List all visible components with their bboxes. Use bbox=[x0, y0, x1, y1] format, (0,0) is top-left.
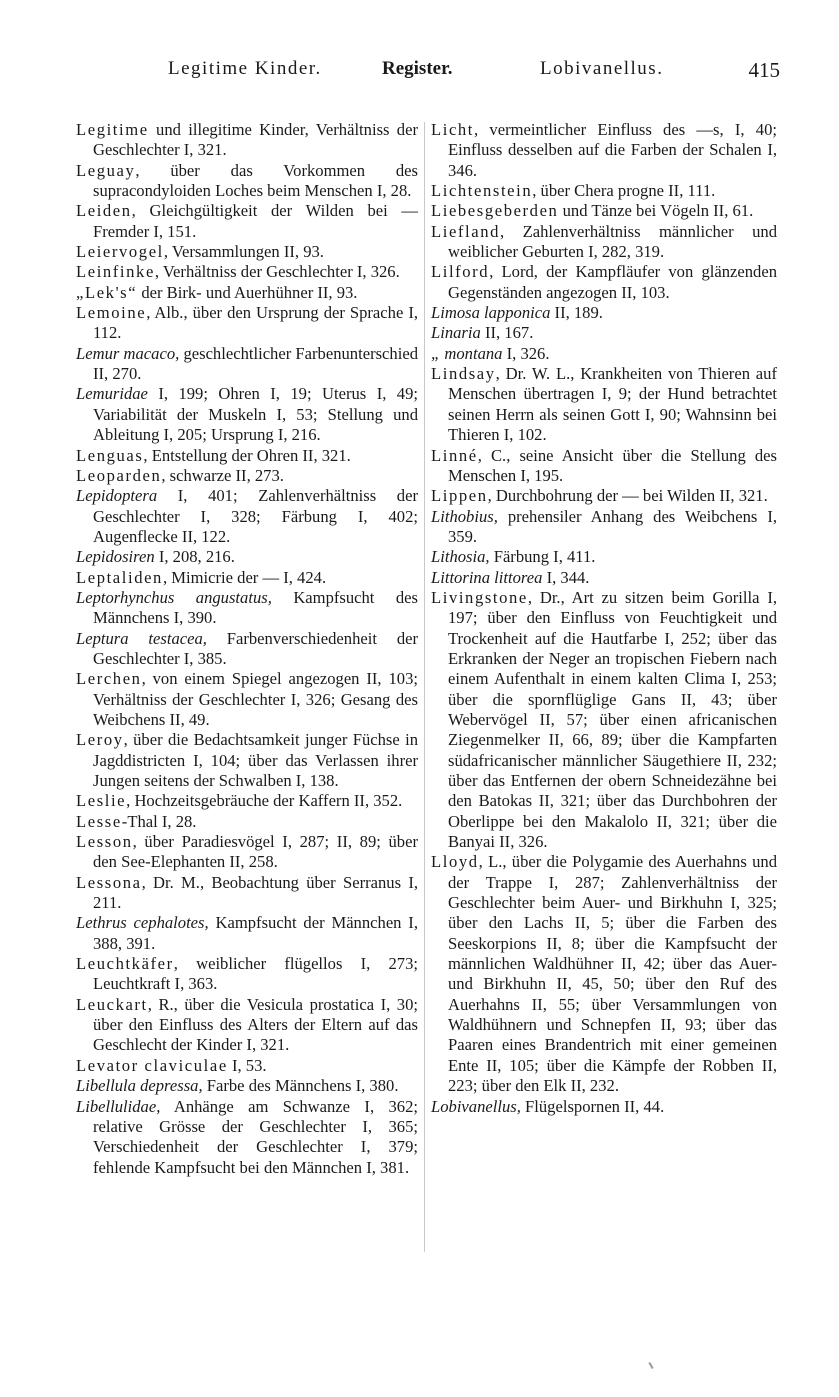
index-entry bbox=[431, 568, 777, 588]
entry-text: , über das Vorkommen des supracondyloiden Loches beim Menschen I, 28. bbox=[93, 160, 418, 201]
entry-text: II, 167. bbox=[480, 323, 534, 343]
entry-headword: Leuckart bbox=[76, 994, 148, 1014]
entry-headword-italic: Lethrus cephalotes, bbox=[76, 913, 209, 933]
index-entry bbox=[76, 832, 418, 873]
entry-headword-italic: Leptorhynchus angustatus, bbox=[76, 587, 272, 607]
entry-text: , Alb., über den Ursprung der Sprache I, 112. bbox=[93, 303, 418, 343]
right-column bbox=[431, 120, 777, 1117]
entry-text: , über die Bedachtsamkeit junger Füchse in Jagddistricten I, 104; über das Verlassen ihrer Jungen seitens der Schwalben I, 138. bbox=[93, 730, 418, 790]
index-entry bbox=[431, 547, 777, 567]
index-entry bbox=[76, 1076, 418, 1096]
index-entry bbox=[431, 262, 777, 303]
entry-text: geschlechtlicher Farbenunterschied II, 270. bbox=[93, 343, 418, 384]
index-entry bbox=[76, 466, 418, 486]
entry-text: , schwarze II, 273. bbox=[161, 465, 284, 485]
index-entry bbox=[76, 995, 418, 1056]
entry-headword: Liefland bbox=[431, 221, 501, 241]
entry-headword: Livingstone bbox=[431, 587, 528, 607]
index-entry bbox=[431, 120, 777, 181]
entry-text: , Mimicrie der — I, 424. bbox=[162, 567, 327, 587]
entry-headword: Leoparden bbox=[76, 465, 162, 485]
index-entry bbox=[431, 181, 777, 201]
index-entry bbox=[76, 486, 418, 547]
index-entry bbox=[76, 791, 418, 811]
index-entry bbox=[76, 242, 418, 262]
index-entry bbox=[76, 262, 418, 282]
index-entry bbox=[76, 1097, 418, 1178]
index-entry bbox=[431, 507, 777, 548]
index-entry bbox=[76, 303, 418, 344]
entry-text: , vermeintlicher Einfluss des —s, I, 40; Einfluss desselben auf die Farben der Schalen I, 346. bbox=[448, 120, 777, 180]
entry-text: , Dr. W. L., Krankheiten von Thieren auf Menschen übertragen I, 9; der Hund betrachtet seinen Herrn als seinen Gott I, 90; Wahnsinn bei Thieren I, 102. bbox=[448, 364, 777, 445]
index-entry bbox=[431, 303, 777, 323]
entry-text: I, 53. bbox=[227, 1055, 267, 1075]
index-entry bbox=[431, 344, 777, 364]
entry-text: , R., über die Vesicula prostatica I, 30; über den Einfluss des Alters der Eltern auf das Geschlecht der Kinder I, 321. bbox=[93, 994, 418, 1055]
entry-headword-italic: Leptura testacea, bbox=[76, 628, 207, 648]
index-entry bbox=[431, 852, 777, 1096]
index-entry bbox=[431, 222, 777, 263]
entry-text: prehensiler Anhang des Weibchens I, 359. bbox=[448, 506, 777, 546]
column-divider bbox=[424, 122, 425, 1252]
index-entry bbox=[431, 323, 777, 343]
index-entry bbox=[431, 588, 777, 852]
entry-headword-italic: Lithobius, bbox=[431, 506, 498, 526]
entry-headword-italic: Lemuridae bbox=[76, 384, 148, 404]
index-entry bbox=[76, 913, 418, 954]
entry-text: , über Paradiesvögel I, 287; II, 89; über den See-Elephanten II, 258. bbox=[93, 832, 418, 872]
entry-headword: Levator claviculae bbox=[76, 1055, 228, 1075]
index-entry bbox=[76, 547, 418, 567]
entry-text: Färbung I, 411. bbox=[489, 547, 596, 567]
index-entry bbox=[76, 568, 418, 588]
entry-headword-italic: Lepidoptera bbox=[76, 486, 158, 506]
entry-text: -Thal I, 28. bbox=[121, 811, 197, 831]
index-entry bbox=[76, 384, 418, 445]
entry-text: , Durchbohrung der — bei Wilden II, 321. bbox=[487, 486, 768, 506]
entry-text: I, 401; Zahlenverhältniss der Geschlechter I, 328; Färbung I, 402; Augenflecke II, 122. bbox=[93, 486, 418, 546]
entry-text: I, 326. bbox=[502, 343, 550, 363]
index-entry bbox=[76, 669, 418, 730]
entry-headword: Lilford bbox=[431, 262, 490, 282]
entry-text: Anhänge am Schwanze I, 362; relative Grösse der Geschlechter I, 365; Verschiedenheit der Geschlechter I, 379; fehlende Kampfsucht bei den Männchen I, 381. bbox=[93, 1096, 418, 1177]
entry-headword-italic: Lemur macaco, bbox=[76, 343, 180, 363]
page-number: 415 bbox=[748, 58, 780, 82]
entry-text: Kampfsucht des Männchens I, 390. bbox=[93, 587, 418, 628]
entry-text: I, 344. bbox=[542, 567, 590, 587]
entry-headword: Licht bbox=[431, 120, 475, 139]
index-entry bbox=[76, 588, 418, 629]
entry-text: , Entstellung der Ohren II, 321. bbox=[143, 445, 351, 465]
entry-text: I, 199; Ohren I, 19; Uterus I, 49; Variabilität der Muskeln I, 53; Stellung und Ableitung I, 205; Ursprung I, 216. bbox=[93, 384, 418, 445]
entry-text: und Tänze bei Vögeln II, 61. bbox=[558, 201, 754, 221]
index-entry bbox=[76, 954, 418, 995]
index-entry bbox=[76, 629, 418, 670]
entry-text: I, 208, 216. bbox=[154, 547, 235, 567]
entry-headword: Lerchen bbox=[76, 669, 142, 689]
index-entry bbox=[431, 446, 777, 487]
entry-headword: Lemoine bbox=[76, 303, 147, 323]
entry-text: , C., seine Ansicht über die Stellung des Menschen I, 195. bbox=[448, 445, 777, 485]
index-entry bbox=[431, 486, 777, 506]
entry-text: , L., über die Polygamie des Auerhahns und der Trappe I, 287; Zahlenverhältniss der Geschlechter beim Auer- und Birkhuhn I, 325; über den Lachs II, 5; über die Farben des Seeskorpions II, 8; über die Kampfsucht der männlichen Waldhühner II, 42; über das Auer- und Birkhuhn II, 45, 50; über den Ruf des Auerhahns II, 55; über Versammlungen von Waldhühnern und Schnepfen II, 93; über das Paaren eines Brandentrich mit einer gemeinen Ente II, 105; über die Kämpfe der Robben II, 223; über den Elk II, 232. bbox=[448, 852, 777, 1096]
header-center: Register. bbox=[382, 58, 453, 79]
entry-text: , über Chera progne II, 111. bbox=[532, 181, 716, 201]
entry-text: , Dr., Art zu sitzen beim Gorilla I, 197; über den Einfluss von Feuchtigkeit und Trockenheit auf die Hautfarbe I, 252; über das Erkranken der Neger an tropischen Fiebern nach einem Aufenthalt in einem kalten Clima I, 253; über die spornflüglige Gans II, 43; über Webervögel II, 57; über einen africanischen Ziegenmelker II, 66, 89; über die Kampfarten südafricanischer männlicher Säugethiere II, 232; über das Entfernen der obern Schneidezähne bei den Batokas II, 321; über das Durchbohren der Oberlippe bei den Makalolo II, 321; über die Banyai II, 326. bbox=[448, 587, 777, 852]
index-entry bbox=[76, 344, 418, 385]
entry-text: , Lord, der Kampfläufer von glänzenden Gegenständen angezogen II, 103. bbox=[448, 262, 777, 302]
entry-headword: Liebesgeberden bbox=[431, 201, 559, 221]
left-column bbox=[76, 120, 418, 1178]
index-entry bbox=[76, 201, 418, 242]
entry-text: , Verhältniss der Geschlechter I, 326. bbox=[154, 262, 400, 282]
entry-headword: Lichtenstein bbox=[431, 181, 533, 201]
index-entry bbox=[431, 201, 777, 221]
entry-headword-italic: Littorina littorea bbox=[431, 567, 543, 587]
entry-text: , weiblicher flügellos I, 273; Leuchtkraft I, 363. bbox=[93, 954, 418, 994]
entry-headword: Leuchtkäfer bbox=[76, 954, 174, 974]
entry-text: Farbenverschiedenheit der Geschlechter I, 385. bbox=[93, 628, 419, 668]
index-entry bbox=[76, 1056, 418, 1076]
entry-headword-italic: Libellula depressa, bbox=[76, 1076, 203, 1096]
entry-headword: Leguay bbox=[76, 160, 136, 180]
entry-text: , Zahlenverhältniss männlicher und weiblicher Geburten I, 282, 319. bbox=[448, 221, 777, 262]
entry-text: Farbe des Männchens I, 380. bbox=[202, 1076, 399, 1096]
entry-headword: Leiden bbox=[76, 201, 132, 221]
entry-headword: „Lek's“ bbox=[76, 282, 138, 302]
entry-headword-italic: Limosa lapponica bbox=[431, 303, 551, 323]
entry-headword-italic: „ montana bbox=[431, 343, 503, 363]
entry-headword: Lloyd bbox=[431, 852, 479, 872]
entry-text: , Gleichgültigkeit der Wilden bei — Fremder I, 151. bbox=[93, 201, 418, 241]
index-entry bbox=[76, 161, 418, 202]
header-left: Legitime Kinder. bbox=[168, 58, 322, 79]
entry-headword: Leptaliden bbox=[76, 567, 163, 587]
entry-text: und illegitime Kinder, Verhältniss der Geschlechter I, 321. bbox=[93, 120, 418, 160]
index-entry bbox=[76, 812, 418, 832]
entry-headword: Linné bbox=[431, 445, 478, 465]
entry-headword: Lindsay bbox=[431, 364, 496, 384]
entry-headword: Leiervogel bbox=[76, 242, 164, 262]
entry-text: Kampfsucht der Männchen I, 388, 391. bbox=[93, 913, 418, 953]
entry-headword-italic: Lobivanellus, bbox=[431, 1096, 521, 1116]
entry-text: II, 189. bbox=[550, 303, 603, 323]
entry-headword: Lesson bbox=[76, 832, 133, 852]
index-entry bbox=[76, 873, 418, 914]
entry-headword-italic: Lepidosiren bbox=[76, 547, 155, 567]
entry-headword-italic: Linaria bbox=[431, 323, 481, 343]
entry-headword: Legitime bbox=[76, 120, 149, 139]
entry-headword-italic: Lithosia, bbox=[431, 547, 490, 567]
index-entry bbox=[76, 446, 418, 466]
entry-text: Flügelspornen II, 44. bbox=[520, 1096, 665, 1116]
entry-text: , von einem Spiegel angezogen II, 103; Verhältniss der Geschlechter I, 326; Gesang des Weibchens II, 49. bbox=[93, 669, 418, 729]
entry-headword: Leslie bbox=[76, 791, 127, 811]
entry-headword: Lessona bbox=[76, 872, 142, 892]
index-entry bbox=[431, 1097, 777, 1117]
index-entry bbox=[431, 364, 777, 445]
entry-headword: Lippen bbox=[431, 486, 488, 506]
entry-text: der Birk- und Auerhühner II, 93. bbox=[137, 282, 358, 302]
entry-text: , Versammlungen II, 93. bbox=[163, 242, 324, 262]
entry-headword-italic: Libellulidae, bbox=[76, 1096, 161, 1116]
index-entry bbox=[76, 283, 418, 303]
entry-text: , Dr. M., Beobachtung über Serranus I, 211. bbox=[93, 872, 418, 913]
header-right: Lobivanellus. bbox=[540, 58, 664, 79]
index-entry bbox=[76, 730, 418, 791]
print-mark bbox=[648, 1362, 653, 1369]
entry-headword: Leinfinke bbox=[76, 262, 155, 282]
entry-headword: Leroy bbox=[76, 730, 124, 750]
index-entry bbox=[76, 120, 418, 161]
entry-headword: Lenguas bbox=[76, 445, 144, 465]
entry-headword: Lesse bbox=[76, 811, 122, 831]
running-header bbox=[76, 58, 780, 88]
entry-text: , Hochzeitsgebräuche der Kaffern II, 352. bbox=[126, 791, 403, 811]
